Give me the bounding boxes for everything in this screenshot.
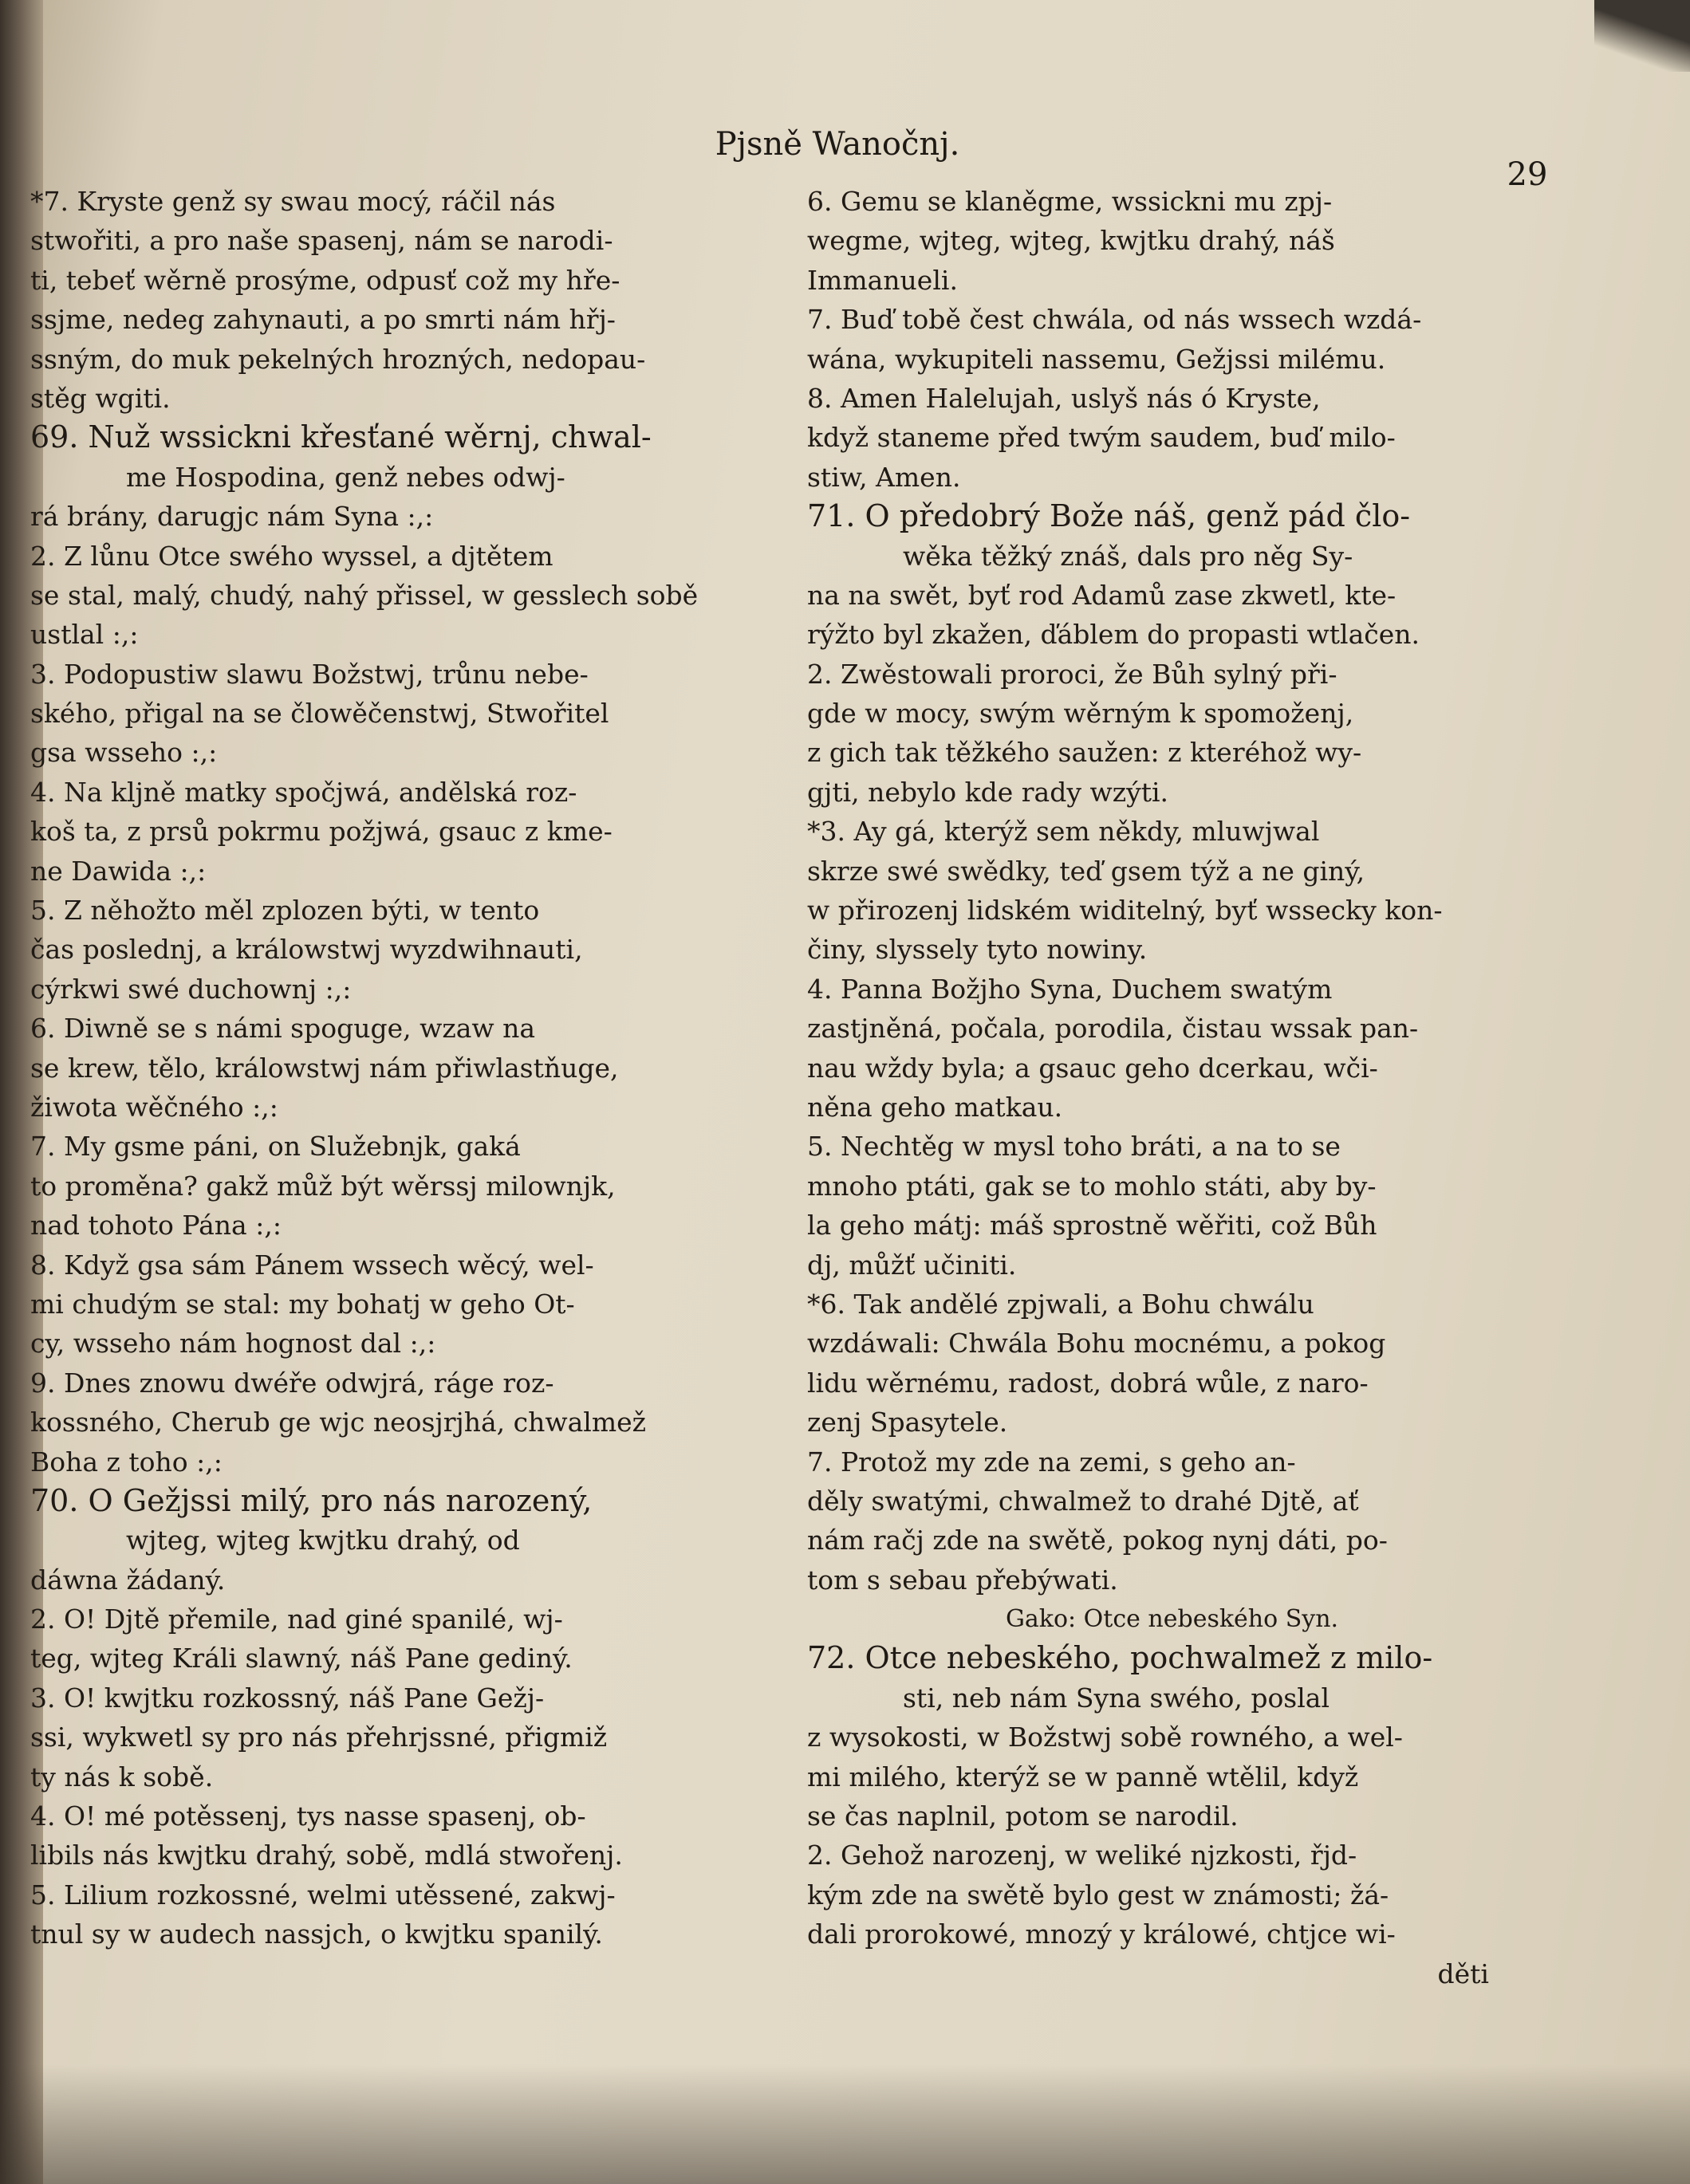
text-line: 5. Lilium rozkossné, welmi utěssené, zakwj- [30, 1879, 616, 1911]
page-number: 29 [1507, 156, 1548, 193]
text-line: na na swět, byť rod Adamů zase zkwetl, kte- [807, 579, 1397, 611]
text-line: děly swatými, chwalmež to drahé Djtě, ať [807, 1485, 1359, 1517]
text-line: se stal, malý, chudý, nahý přissel, w gesslech sobě [30, 579, 699, 611]
right-column [807, 182, 1537, 1993]
text-line: 5. Z něhožto měl zplozen býti, w tento [30, 895, 540, 927]
text-line: 7. Buď tobě čest chwála, od nás wssech wzdá- [807, 304, 1422, 336]
text-line: ne Dawida :,: [30, 855, 207, 887]
text-line: ského, přigal na se člowěčenstwj, Stwořitel [30, 698, 609, 730]
tune-indication: Gako: Otce nebeského Syn. [1005, 1605, 1339, 1634]
text-line: w přirozenj lidském widitelný, byť wssecky kon- [807, 895, 1443, 927]
text-line: 3. Podopustiw slawu Božstwj, trůnu nebe- [30, 658, 589, 690]
text-line: stěg wgiti. [30, 382, 171, 414]
hymn-71-heading: 71. O předobrý Bože náš, genž pád člo- [807, 498, 1411, 534]
text-line: stiw, Amen. [807, 461, 961, 493]
text-line: wjteg, wjteg kwjtku drahý, od [126, 1525, 520, 1556]
text-line: wzdáwali: Chwála Bohu mocnému, a pokog [807, 1328, 1386, 1360]
text-line: Boha z toho :,: [30, 1446, 223, 1478]
text-line: 4. Na kljně matky spočjwá, andělská roz- [30, 776, 577, 808]
text-line: mi chudým se stal: my bohatj w geho Ot- [30, 1288, 575, 1320]
hymn-72-heading: 72. Otce nebeského, pochwalmež z milo- [807, 1640, 1433, 1676]
text-line: libils nás kwjtku drahý, sobě, mdlá stwořenj. [30, 1840, 623, 1871]
text-line: 7. Protož my zde na zemi, s geho an- [807, 1446, 1296, 1478]
text-line: stwořiti, a pro naše spasenj, nám se narodi- [30, 225, 613, 257]
text-line: koš ta, z prsů pokrmu požjwá, gsauc z kme- [30, 816, 613, 848]
text-line: wána, wykupiteli nassemu, Gežjssi milému. [807, 343, 1386, 375]
text-line: nau wždy byla; a gsauc geho dcerkau, wči- [807, 1052, 1378, 1084]
text-line: když staneme před twým saudem, buď milo- [807, 422, 1396, 454]
page-bottom-shadow [0, 2064, 1690, 2184]
text-line: nad tohoto Pána :,: [30, 1210, 282, 1242]
text-line: čas poslednj, a králowstwj wyzdwihnauti, [30, 934, 583, 966]
text-line: činy, slyssely tyto nowiny. [807, 934, 1148, 966]
text-line: la geho mátj: máš sprostně wěřiti, což Bůh [807, 1210, 1377, 1242]
text-line: z gich tak těžkého saužen: z kteréhož wy- [807, 737, 1362, 769]
page-corner-shadow [1594, 0, 1690, 72]
text-line: teg, wjteg Králi slawný, náš Pane gediný. [30, 1643, 573, 1674]
text-line: *3. Ay gá, kterýž sem někdy, mluwjwal [807, 816, 1320, 848]
text-line: *6. Tak andělé zpjwali, a Bohu chwálu [807, 1288, 1314, 1320]
text-line: sti, neb nám Syna swého, poslal [903, 1682, 1330, 1714]
text-line: gjti, nebylo kde rady wzýti. [807, 776, 1169, 808]
text-line: ty nás k sobě. [30, 1761, 214, 1792]
text-line: kossného, Cherub ge wjc neosjrjhá, chwalmež [30, 1407, 647, 1438]
text-line: ssným, do muk pekelných hrozných, nedopau- [30, 343, 646, 375]
left-column [30, 182, 796, 1954]
text-line: 8. Amen Halelujah, uslyš nás ó Kryste, [807, 382, 1321, 414]
text-line: 4. O! mé potěssenj, tys nasse spasenj, ob- [30, 1800, 586, 1832]
catchword: děti [1437, 1958, 1489, 1989]
text-line: 6. Gemu se klaněgme, wssickni mu zpj- [807, 186, 1333, 217]
text-line: 2. Zwěstowali proroci, že Bůh sylný při- [807, 658, 1337, 690]
hymn-70-heading: 70. O Gežjssi milý, pro nás narozený, [30, 1482, 593, 1518]
text-line: ti, tebeť wěrně prosýme, odpusť což my hře- [30, 264, 620, 296]
text-line: 2. Z lůnu Otce swého wyssel, a djtětem [30, 540, 553, 572]
text-line: mnoho ptáti, gak se to mohlo státi, aby by- [807, 1170, 1377, 1202]
text-line: mi milého, kterýž se w panně wtělil, když [807, 1761, 1359, 1792]
hymn-69-heading: 69. Nuž wssickni křesťané wěrnj, chwal- [30, 419, 652, 455]
text-line: žiwota wěčného :,: [30, 1091, 278, 1123]
text-line: 2. O! Djtě přemile, nad giné spanilé, wj- [30, 1604, 563, 1635]
text-line: něna geho matkau. [807, 1091, 1063, 1123]
text-line: 5. Nechtěg w mysl toho bráti, a na to se [807, 1131, 1341, 1163]
text-line: skrze swé swědky, teď gsem týž a ne giný, [807, 855, 1365, 887]
text-line: zenj Spasytele. [807, 1407, 1008, 1438]
text-line: rýžto byl zkažen, ďáblem do propasti wtlačen. [807, 619, 1420, 651]
text-line: 3. O! kwjtku rozkossný, náš Pane Gežj- [30, 1682, 545, 1714]
text-line: 6. Diwně se s námi spoguge, wzaw na [30, 1013, 536, 1045]
running-title: Pjsně Wanočnj. [715, 126, 960, 163]
text-line: cýrkwi swé duchownj :,: [30, 973, 352, 1005]
text-line: Immanueli. [807, 264, 958, 296]
text-line: zastjněná, počala, porodila, čistau wssak pan- [807, 1013, 1419, 1045]
text-line: kým zde na swětě bylo gest w známosti; žá- [807, 1879, 1389, 1911]
text-line: dj, můžť učiniti. [807, 1249, 1017, 1281]
text-line: dáwna žádaný. [30, 1564, 226, 1596]
text-line: 9. Dnes znowu dwéře odwjrá, ráge roz- [30, 1367, 554, 1399]
text-line: 2. Gehož narozenj, w weliké njzkosti, řjd- [807, 1840, 1357, 1871]
text-line: tnul sy w audech nassjch, o kwjtku spanilý. [30, 1918, 603, 1950]
text-line: ustlal :,: [30, 619, 139, 651]
text-line: se čas naplnil, potom se narodil. [807, 1800, 1239, 1832]
text-line: 8. Když gsa sám Pánem wssech wěcý, wel- [30, 1249, 594, 1281]
text-line: cy, wsseho nám hognost dal :,: [30, 1328, 436, 1360]
text-line: se krew, tělo, králowstwj nám přiwlastňuge, [30, 1052, 619, 1084]
text-line: gde w mocy, swým wěrným k spomoženj, [807, 698, 1354, 730]
text-line: z wysokosti, w Božstwj sobě rowného, a wel- [807, 1722, 1403, 1753]
text-line: nám račj zde na swětě, pokog nynj dáti, po- [807, 1525, 1388, 1556]
text-line: wěka těžký znáš, dals pro něg Sy- [903, 540, 1353, 572]
text-line: rá brány, darugjc nám Syna :,: [30, 501, 434, 533]
text-line: tom s sebau přebýwati. [807, 1564, 1118, 1596]
text-line: 4. Panna Božjho Syna, Duchem swatým [807, 973, 1333, 1005]
text-line: lidu wěrnému, radost, dobrá wůle, z naro- [807, 1367, 1369, 1399]
text-line: to proměna? gakž můž být wěrssj milownjk, [30, 1170, 616, 1202]
text-line: me Hospodina, genž nebes odwj- [126, 461, 565, 493]
text-line: *7. Kryste genž sy swau mocý, ráčil nás [30, 186, 556, 217]
text-line: ssjme, nedeg zahynauti, a po smrti nám hřj- [30, 304, 616, 336]
text-line: ssi, wykwetl sy pro nás přehrjssné, přigmiž [30, 1722, 608, 1753]
text-line: gsa wsseho :,: [30, 737, 218, 769]
text-line: wegme, wjteg, wjteg, kwjtku drahý, náš [807, 225, 1335, 257]
text-line: 7. My gsme páni, on Služebnjk, gaká [30, 1131, 521, 1163]
text-line: dali prorokowé, mnozý y králowé, chtjce wi- [807, 1918, 1396, 1950]
